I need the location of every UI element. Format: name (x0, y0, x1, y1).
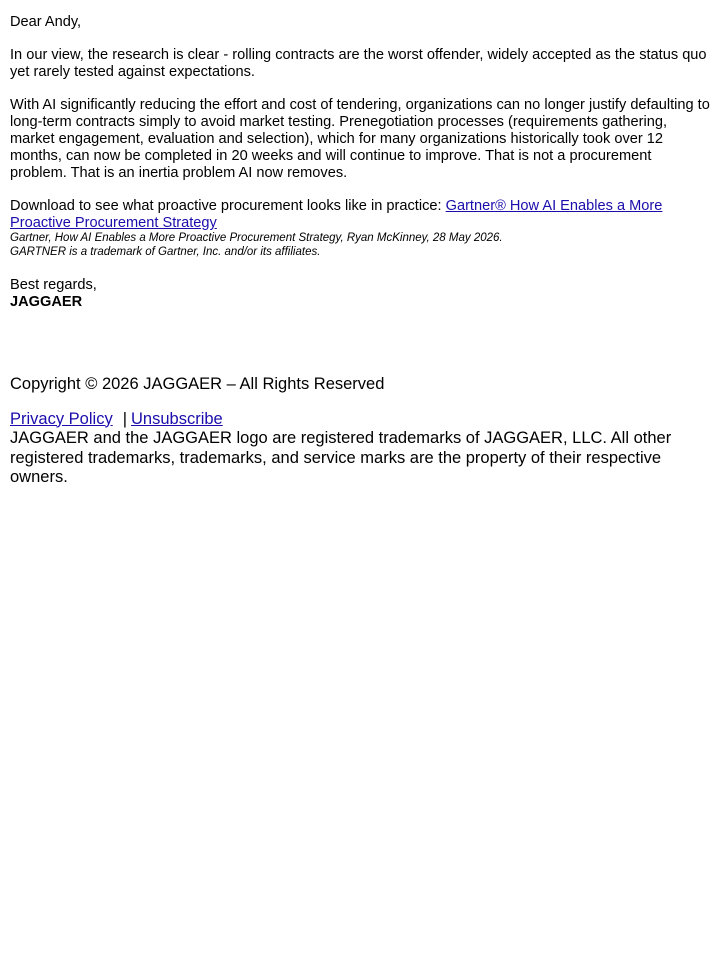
greeting: Dear Andy, (10, 14, 82, 30)
paragraph-ai-tendering: With AI significantly reducing the effort and cost of tendering, organizations can no longer justify defaulting to long-term contracts simply to avoid market testing. Prenegotiation processes (requirements gathering, market engagement, evaluation and selection), which for many organizations historically took over 12 months, can now be completed in 20 weeks and will continue to improve. That is not a procurement problem. That is an inertia problem AI now removes. (10, 97, 710, 181)
citation-trademark: GARTNER is a trademark of Gartner, Inc. and/or its affiliates. (10, 245, 321, 258)
privacy-policy-link[interactable]: Privacy Policy (10, 409, 113, 428)
trademark-notice: JAGGAER and the JAGGAER logo are registered trademarks of JAGGAER, LLC. All other registered trademarks, trademarks, and service marks are the property of their respective owners. (10, 429, 672, 486)
footer-links (10, 410, 710, 430)
gartner-report-link[interactable]: Gartner® How AI Enables a More Proactive Procurement Strategy (10, 198, 663, 231)
signoff (10, 277, 710, 311)
citation-source: Gartner, How AI Enables a More Proactive Procurement Strategy, Ryan McKinney, 28 May 2026. (10, 232, 503, 244)
unsubscribe-link[interactable]: Unsubscribe (131, 409, 223, 428)
email-body (0, 0, 720, 311)
closing: Best regards, (10, 277, 97, 293)
sender-name: JAGGAER (10, 294, 83, 310)
download-text: Download to see what proactive procurement looks like in practice: (10, 198, 446, 214)
email-footer (0, 311, 720, 488)
download-paragraph (10, 198, 710, 232)
citation (10, 232, 710, 259)
paragraph-research: In our view, the research is clear - rolling contracts are the worst offender, widely accepted as the status quo yet rarely tested against expectations. (10, 47, 707, 80)
copyright: Copyright © 2026 JAGGAER – All Rights Reserved (10, 375, 385, 393)
link-separator: | (122, 409, 127, 428)
